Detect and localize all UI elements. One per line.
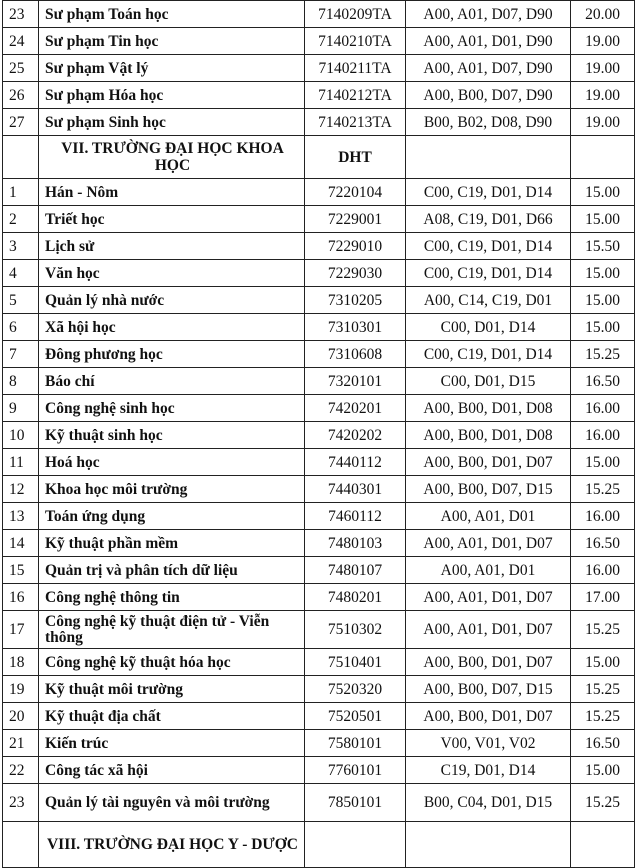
major-code: 7480107 bbox=[305, 557, 406, 584]
major-code: 7220104 bbox=[305, 179, 406, 206]
major-code: 7510302 bbox=[305, 611, 406, 649]
major-name: Văn học bbox=[39, 260, 305, 287]
major-code: 7310301 bbox=[305, 314, 406, 341]
subject-combinations bbox=[406, 822, 571, 868]
major-name: Kỹ thuật phần mềm bbox=[39, 530, 305, 557]
row-number: 9 bbox=[3, 395, 39, 422]
table-row bbox=[3, 287, 635, 314]
table-row bbox=[3, 395, 635, 422]
subject-combinations: A00, A01, D01, D90 bbox=[406, 28, 571, 55]
major-code: 7440112 bbox=[305, 449, 406, 476]
subject-combinations bbox=[406, 136, 571, 179]
benchmark-score: 15.25 bbox=[571, 784, 635, 822]
benchmark-score: 15.00 bbox=[571, 757, 635, 784]
table-row bbox=[3, 676, 635, 703]
benchmark-score: 16.00 bbox=[571, 422, 635, 449]
benchmark-score: 19.00 bbox=[571, 28, 635, 55]
table-row bbox=[3, 260, 635, 287]
major-name: Báo chí bbox=[39, 368, 305, 395]
major-name: Quản lý nhà nước bbox=[39, 287, 305, 314]
table-row bbox=[3, 179, 635, 206]
section-title: VII. TRƯỜNG ĐẠI HỌC KHOA HỌC bbox=[39, 136, 305, 179]
row-number: 17 bbox=[3, 611, 39, 649]
subject-combinations: C00, D01, D14 bbox=[406, 314, 571, 341]
section-header-row bbox=[3, 822, 635, 868]
row-number: 12 bbox=[3, 476, 39, 503]
major-name: Kỹ thuật sinh học bbox=[39, 422, 305, 449]
major-code: 7140211TA bbox=[305, 55, 406, 82]
major-name: Quản lý tài nguyên và môi trường bbox=[39, 784, 305, 822]
section-title: VIII. TRƯỜNG ĐẠI HỌC Y - DƯỢC bbox=[39, 822, 305, 868]
major-code: 7420201 bbox=[305, 395, 406, 422]
major-code: 7320101 bbox=[305, 368, 406, 395]
major-code: 7520320 bbox=[305, 676, 406, 703]
major-name: Hán - Nôm bbox=[39, 179, 305, 206]
benchmark-score: 15.50 bbox=[571, 233, 635, 260]
table-row bbox=[3, 730, 635, 757]
table-row bbox=[3, 476, 635, 503]
subject-combinations: A00, A01, D01 bbox=[406, 557, 571, 584]
table-row bbox=[3, 557, 635, 584]
major-code: 7420202 bbox=[305, 422, 406, 449]
benchmark-score: 15.00 bbox=[571, 649, 635, 676]
subject-combinations: B00, C04, D01, D15 bbox=[406, 784, 571, 822]
benchmark-score: 15.00 bbox=[571, 179, 635, 206]
row-number: 14 bbox=[3, 530, 39, 557]
benchmark-score: 16.00 bbox=[571, 503, 635, 530]
benchmark-score: 15.00 bbox=[571, 449, 635, 476]
row-number: 23 bbox=[3, 1, 39, 28]
subject-combinations: C00, C19, D01, D14 bbox=[406, 341, 571, 368]
major-name: Kỹ thuật môi trường bbox=[39, 676, 305, 703]
major-name: Xã hội học bbox=[39, 314, 305, 341]
row-number: 7 bbox=[3, 341, 39, 368]
table-row bbox=[3, 206, 635, 233]
benchmark-score: 16.50 bbox=[571, 730, 635, 757]
major-name: Quản trị và phân tích dữ liệu bbox=[39, 557, 305, 584]
subject-combinations: A00, C14, C19, D01 bbox=[406, 287, 571, 314]
subject-combinations: A00, B00, D01, D07 bbox=[406, 703, 571, 730]
table-row bbox=[3, 449, 635, 476]
row-number: 20 bbox=[3, 703, 39, 730]
subject-combinations: A00, B00, D01, D08 bbox=[406, 395, 571, 422]
major-name: Công nghệ thông tin bbox=[39, 584, 305, 611]
major-name: Kiến trúc bbox=[39, 730, 305, 757]
row-number: 25 bbox=[3, 55, 39, 82]
benchmark-score: 19.00 bbox=[571, 82, 635, 109]
row-number: 13 bbox=[3, 503, 39, 530]
benchmark-score: 15.25 bbox=[571, 703, 635, 730]
table-row bbox=[3, 703, 635, 730]
row-number: 22 bbox=[3, 757, 39, 784]
major-name: Công nghệ kỹ thuật điện tử - Viễn thông bbox=[39, 611, 305, 649]
major-code: 7480103 bbox=[305, 530, 406, 557]
subject-combinations: A08, C19, D01, D66 bbox=[406, 206, 571, 233]
table-row bbox=[3, 82, 635, 109]
major-name: Sư phạm Vật lý bbox=[39, 55, 305, 82]
row-number: 19 bbox=[3, 676, 39, 703]
subject-combinations: A00, B00, D07, D15 bbox=[406, 676, 571, 703]
school-code: DHT bbox=[305, 136, 406, 179]
benchmark-score: 19.00 bbox=[571, 109, 635, 136]
row-number: 21 bbox=[3, 730, 39, 757]
row-number: 27 bbox=[3, 109, 39, 136]
benchmark-score: 15.00 bbox=[571, 260, 635, 287]
table-row bbox=[3, 55, 635, 82]
table-row bbox=[3, 422, 635, 449]
major-name: Sư phạm Sinh học bbox=[39, 109, 305, 136]
table-row bbox=[3, 341, 635, 368]
row-number: 2 bbox=[3, 206, 39, 233]
subject-combinations: C00, C19, D01, D14 bbox=[406, 260, 571, 287]
row-number: 8 bbox=[3, 368, 39, 395]
major-name: Toán ứng dụng bbox=[39, 503, 305, 530]
benchmark-score: 15.00 bbox=[571, 206, 635, 233]
admission-score-table bbox=[2, 0, 635, 868]
subject-combinations: A00, A01, D01, D07 bbox=[406, 584, 571, 611]
row-number: 6 bbox=[3, 314, 39, 341]
row-number: 11 bbox=[3, 449, 39, 476]
subject-combinations: A00, A01, D01 bbox=[406, 503, 571, 530]
row-number: 10 bbox=[3, 422, 39, 449]
row-number: 3 bbox=[3, 233, 39, 260]
major-code: 7229001 bbox=[305, 206, 406, 233]
major-code: 7580101 bbox=[305, 730, 406, 757]
benchmark-score: 17.00 bbox=[571, 584, 635, 611]
subject-combinations: C19, D01, D14 bbox=[406, 757, 571, 784]
table-row bbox=[3, 757, 635, 784]
major-code: 7460112 bbox=[305, 503, 406, 530]
major-name: Sư phạm Hóa học bbox=[39, 82, 305, 109]
major-code: 7140209TA bbox=[305, 1, 406, 28]
row-number: 26 bbox=[3, 82, 39, 109]
major-name: Đông phương học bbox=[39, 341, 305, 368]
row-number: 4 bbox=[3, 260, 39, 287]
major-name: Triết học bbox=[39, 206, 305, 233]
major-name: Công tác xã hội bbox=[39, 757, 305, 784]
major-code: 7520501 bbox=[305, 703, 406, 730]
major-name: Lịch sử bbox=[39, 233, 305, 260]
benchmark-score: 15.25 bbox=[571, 341, 635, 368]
subject-combinations: A00, A01, D01, D07 bbox=[406, 611, 571, 649]
subject-combinations: V00, V01, V02 bbox=[406, 730, 571, 757]
major-code: 7480201 bbox=[305, 584, 406, 611]
benchmark-score: 19.00 bbox=[571, 55, 635, 82]
benchmark-score: 16.50 bbox=[571, 530, 635, 557]
table-row bbox=[3, 109, 635, 136]
row-number: 24 bbox=[3, 28, 39, 55]
row-number: 5 bbox=[3, 287, 39, 314]
major-code: 7140212TA bbox=[305, 82, 406, 109]
major-code: 7229010 bbox=[305, 233, 406, 260]
benchmark-score: 16.50 bbox=[571, 368, 635, 395]
row-number bbox=[3, 822, 39, 868]
table-row bbox=[3, 611, 635, 649]
table-row bbox=[3, 233, 635, 260]
benchmark-score: 15.25 bbox=[571, 476, 635, 503]
school-code bbox=[305, 822, 406, 868]
benchmark-score: 15.25 bbox=[571, 611, 635, 649]
benchmark-score: 15.00 bbox=[571, 287, 635, 314]
subject-combinations: A00, B00, D01, D08 bbox=[406, 422, 571, 449]
table-row bbox=[3, 314, 635, 341]
subject-combinations: C00, D01, D15 bbox=[406, 368, 571, 395]
major-code: 7229030 bbox=[305, 260, 406, 287]
table-row bbox=[3, 28, 635, 55]
table-row bbox=[3, 503, 635, 530]
major-name: Công nghệ kỹ thuật hóa học bbox=[39, 649, 305, 676]
subject-combinations: C00, C19, D01, D14 bbox=[406, 233, 571, 260]
table-row bbox=[3, 649, 635, 676]
major-name: Hoá học bbox=[39, 449, 305, 476]
major-name: Kỹ thuật địa chất bbox=[39, 703, 305, 730]
benchmark-score: 20.00 bbox=[571, 1, 635, 28]
benchmark-score bbox=[571, 822, 635, 868]
table-row bbox=[3, 530, 635, 557]
table-row bbox=[3, 1, 635, 28]
subject-combinations: C00, C19, D01, D14 bbox=[406, 179, 571, 206]
subject-combinations: B00, B02, D08, D90 bbox=[406, 109, 571, 136]
benchmark-score bbox=[571, 136, 635, 179]
major-name: Sư phạm Tin học bbox=[39, 28, 305, 55]
major-name: Khoa học môi trường bbox=[39, 476, 305, 503]
major-code: 7760101 bbox=[305, 757, 406, 784]
subject-combinations: A00, A01, D07, D90 bbox=[406, 55, 571, 82]
benchmark-score: 15.00 bbox=[571, 314, 635, 341]
table-row bbox=[3, 584, 635, 611]
subject-combinations: A00, A01, D07, D90 bbox=[406, 1, 571, 28]
subject-combinations: A00, B00, D01, D07 bbox=[406, 649, 571, 676]
row-number: 15 bbox=[3, 557, 39, 584]
row-number: 16 bbox=[3, 584, 39, 611]
row-number: 23 bbox=[3, 784, 39, 822]
subject-combinations: A00, A01, D01, D07 bbox=[406, 530, 571, 557]
major-code: 7310205 bbox=[305, 287, 406, 314]
subject-combinations: A00, B00, D07, D90 bbox=[406, 82, 571, 109]
table-row bbox=[3, 368, 635, 395]
major-name: Công nghệ sinh học bbox=[39, 395, 305, 422]
row-number bbox=[3, 136, 39, 179]
benchmark-score: 16.00 bbox=[571, 395, 635, 422]
row-number: 1 bbox=[3, 179, 39, 206]
subject-combinations: A00, B00, D01, D07 bbox=[406, 449, 571, 476]
major-code: 7440301 bbox=[305, 476, 406, 503]
major-code: 7140213TA bbox=[305, 109, 406, 136]
section-header-row bbox=[3, 136, 635, 179]
subject-combinations: A00, B00, D07, D15 bbox=[406, 476, 571, 503]
major-code: 7850101 bbox=[305, 784, 406, 822]
table-body bbox=[3, 1, 635, 868]
table-row bbox=[3, 784, 635, 822]
major-name: Sư phạm Toán học bbox=[39, 1, 305, 28]
row-number: 18 bbox=[3, 649, 39, 676]
benchmark-score: 16.00 bbox=[571, 557, 635, 584]
major-code: 7510401 bbox=[305, 649, 406, 676]
benchmark-score: 15.25 bbox=[571, 676, 635, 703]
major-code: 7140210TA bbox=[305, 28, 406, 55]
major-code: 7310608 bbox=[305, 341, 406, 368]
